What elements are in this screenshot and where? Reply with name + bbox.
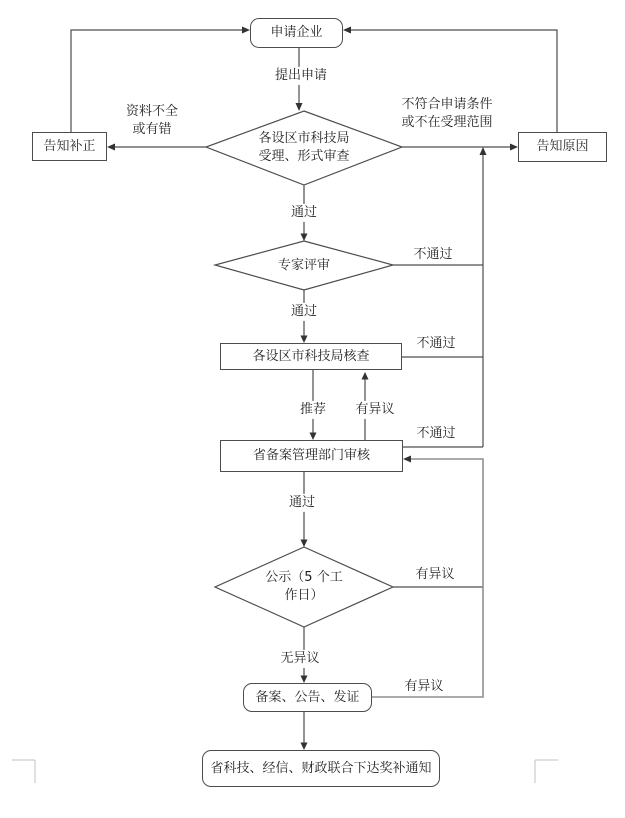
arrowhead-into-notice xyxy=(301,743,308,751)
decision-expert-label: 专家评审 xyxy=(277,257,331,273)
node-city-verify: 各设区市科技局核查 xyxy=(220,343,402,370)
edge-label-pass3: 通过 xyxy=(287,494,317,512)
arrowhead-into-expert xyxy=(301,234,308,242)
edge-label-ineligible-line2: 或不在受理范围 xyxy=(401,115,493,130)
node-award-notice: 省科技、经信、财政联合下达奖补通知 xyxy=(202,750,440,787)
edge-label-fail3: 不通过 xyxy=(414,425,457,443)
decision-accept-line1: 各设区市科技局 xyxy=(258,130,350,146)
edge-label-objection-record: 有异议 xyxy=(402,678,445,696)
edge-label-incomplete xyxy=(126,103,178,139)
arrowhead-into-record xyxy=(301,676,308,684)
decision-accept-line2: 受理、形式审查 xyxy=(258,149,350,164)
node-province-review: 省备案管理部门审核 xyxy=(220,440,403,472)
arrowhead-into-correct xyxy=(107,144,115,151)
arrowhead-objection-up xyxy=(362,372,369,380)
node-notify-reason: 告知原因 xyxy=(518,132,607,162)
page-margin-mark-bottom-left xyxy=(12,760,35,783)
arrowhead-into-accept xyxy=(296,103,303,111)
decision-publicity-label xyxy=(265,569,342,605)
decision-publicity-line1: 公示（5 个工 xyxy=(265,569,343,585)
arrowhead-into-review xyxy=(310,433,317,441)
edge-label-pass2: 通过 xyxy=(289,303,319,321)
edge-label-no-objection: 无异议 xyxy=(278,650,321,668)
edge-label-fail1: 不通过 xyxy=(411,246,454,264)
node-record-announce: 备案、公告、发证 xyxy=(243,683,372,712)
edge-label-fail2: 不通过 xyxy=(414,335,457,353)
node-notify-correct: 告知补正 xyxy=(32,132,107,161)
edge-label-ineligible-line1: 不符合申请条件 xyxy=(401,96,493,112)
arrowhead-into-apply-left xyxy=(242,27,250,34)
arrowhead-into-verify xyxy=(301,336,308,344)
node-apply-enterprise: 申请企业 xyxy=(250,18,343,48)
arrowhead-into-apply-right xyxy=(343,27,351,34)
page-margin-mark-bottom-right xyxy=(535,760,558,783)
edge-label-incomplete-line1: 资料不全 xyxy=(125,103,179,119)
edge-label-recommend: 推荐 xyxy=(298,401,328,419)
arrowhead-fail-rail-up xyxy=(480,147,487,155)
edge-label-ineligible xyxy=(401,96,492,132)
decision-accept-label xyxy=(258,130,349,166)
decision-publicity-line2: 作日） xyxy=(284,588,324,603)
arrowhead-loop-into-review xyxy=(403,456,411,463)
edge-label-incomplete-line2: 或有错 xyxy=(132,122,172,137)
edge-label-pass1: 通过 xyxy=(289,204,319,222)
edge-label-objection-up: 有异议 xyxy=(353,401,396,419)
arrowhead-into-reason xyxy=(510,144,518,151)
edge-label-submit: 提出申请 xyxy=(273,67,329,85)
arrowhead-into-publicity xyxy=(301,540,308,548)
edge-label-objection-publicity: 有异议 xyxy=(413,566,456,584)
